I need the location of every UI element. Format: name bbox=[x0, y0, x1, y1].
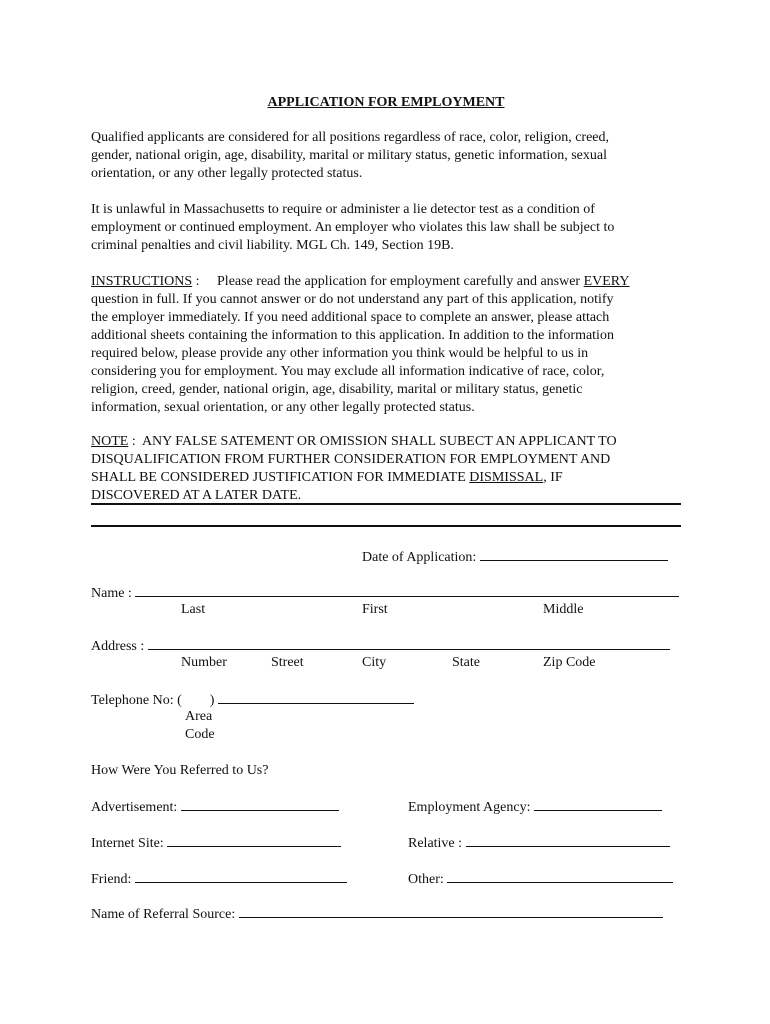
eeo-statement bbox=[91, 129, 681, 183]
other-label: Other: bbox=[408, 872, 448, 887]
lie-detector-line-3: criminal penalties and civil liability. MGL Ch. 149, Section 19B. bbox=[91, 238, 454, 253]
note-line-1 bbox=[91, 433, 681, 451]
note-section bbox=[91, 433, 681, 505]
instructions-line-7: religion, creed, gender, national origin, age, disability, marital or military status, genetic bbox=[91, 382, 583, 397]
friend-row bbox=[91, 869, 347, 889]
note-line-2: DISQUALIFICATION FROM FURTHER CONSIDERATION FOR EMPLOYMENT AND bbox=[91, 452, 611, 467]
telephone-label: Telephone No: ( ) bbox=[91, 693, 215, 708]
address-field[interactable] bbox=[148, 636, 670, 650]
note-line-4: DISCOVERED AT A LATER DATE. bbox=[91, 488, 302, 503]
note-dismissal: DISMISSAL bbox=[469, 470, 544, 485]
address-sub-state: State bbox=[452, 655, 480, 670]
lie-detector-statement bbox=[91, 201, 681, 255]
date-of-application-field[interactable] bbox=[480, 547, 668, 561]
instructions-line-1-text: Please read the application for employment carefully and answer bbox=[217, 274, 584, 289]
instructions-line-4: additional sheets containing the information to this application. In addition to the information bbox=[91, 328, 614, 343]
referral-source-row bbox=[91, 904, 663, 924]
relative-label: Relative : bbox=[408, 836, 466, 851]
eeo-line-2: gender, national origin, age, disability, marital or military status, genetic information, sexual bbox=[91, 148, 608, 163]
friend-field[interactable] bbox=[135, 869, 347, 883]
address-sub-street: Street bbox=[271, 655, 304, 670]
instructions-line-8: information, sexual orientation, or any other legally protected status. bbox=[91, 400, 475, 415]
internet-site-field[interactable] bbox=[167, 833, 341, 847]
other-row bbox=[408, 869, 673, 889]
relative-row bbox=[408, 833, 670, 853]
telephone-row bbox=[91, 690, 414, 710]
employment-agency-field[interactable] bbox=[534, 797, 662, 811]
referral-source-label: Name of Referral Source: bbox=[91, 907, 239, 922]
instructions-line-3: the employer immediately. If you need additional space to complete an answer, please attach bbox=[91, 310, 610, 325]
address-sub-number: Number bbox=[181, 655, 227, 670]
note-line-3-end: , IF bbox=[543, 470, 563, 485]
other-field[interactable] bbox=[447, 869, 673, 883]
name-row bbox=[91, 583, 679, 603]
instructions-label: INSTRUCTIONS bbox=[91, 274, 193, 289]
name-label: Name : bbox=[91, 586, 136, 601]
eeo-line-3: orientation, or any other legally protected status. bbox=[91, 166, 363, 181]
address-sub-zip: Zip Code bbox=[543, 655, 596, 670]
referred-heading: How Were You Referred to Us? bbox=[91, 763, 269, 778]
name-sub-last: Last bbox=[181, 602, 206, 617]
employment-agency-row bbox=[408, 797, 662, 817]
date-of-application-label: Date of Application: bbox=[362, 550, 480, 565]
referral-source-field[interactable] bbox=[239, 904, 663, 918]
advertisement-label: Advertisement: bbox=[91, 800, 181, 815]
instructions-line-6: considering you for employment. You may exclude all information indicative of race, color, bbox=[91, 364, 605, 379]
code-label: Code bbox=[185, 727, 215, 742]
advertisement-field[interactable] bbox=[181, 797, 339, 811]
lie-detector-line-2: employment or continued employment. An employer who violates this law shall be subject to bbox=[91, 220, 615, 235]
advertisement-row bbox=[91, 797, 339, 817]
name-field[interactable] bbox=[135, 583, 679, 597]
lie-detector-line-1: It is unlawful in Massachusetts to require or administer a lie detector test as a condition of bbox=[91, 202, 595, 217]
instructions-line-2: question in full. If you cannot answer or do not understand any part of this application, notify bbox=[91, 292, 614, 307]
internet-site-row bbox=[91, 833, 341, 853]
name-sub-middle: Middle bbox=[543, 602, 584, 617]
friend-label: Friend: bbox=[91, 872, 135, 887]
area-label: Area bbox=[185, 709, 213, 724]
employment-agency-label: Employment Agency: bbox=[408, 800, 534, 815]
internet-site-label: Internet Site: bbox=[91, 836, 168, 851]
address-sub-city: City bbox=[362, 655, 387, 670]
instructions-line-5: required below, please provide any other information you think would be helpful to us in bbox=[91, 346, 589, 361]
note-label: NOTE bbox=[91, 434, 129, 449]
note-line-1-text: : ANY FALSE SATEMENT OR OMISSION SHALL SUBECT AN APPLICANT TO bbox=[128, 434, 617, 449]
divider-bottom bbox=[91, 525, 681, 527]
note-line-3-text: SHALL BE CONSIDERED JUSTIFICATION FOR IMMEDIATE bbox=[91, 470, 470, 485]
date-of-application-row bbox=[362, 547, 668, 567]
instructions-colon: : bbox=[192, 274, 218, 289]
instructions-section bbox=[91, 273, 681, 417]
address-row bbox=[91, 636, 670, 656]
address-label: Address : bbox=[91, 639, 148, 654]
instructions-line-1 bbox=[91, 273, 681, 291]
eeo-line-1: Qualified applicants are considered for all positions regardless of race, color, religion, creed, bbox=[91, 130, 610, 145]
relative-field[interactable] bbox=[466, 833, 670, 847]
note-line-3 bbox=[91, 469, 681, 487]
telephone-field[interactable] bbox=[218, 690, 414, 704]
document-title: APPLICATION FOR EMPLOYMENT bbox=[267, 95, 505, 110]
name-sub-first: First bbox=[362, 602, 388, 617]
instructions-every: EVERY bbox=[583, 274, 630, 289]
divider-top bbox=[91, 503, 681, 505]
document-page bbox=[91, 0, 681, 1024]
